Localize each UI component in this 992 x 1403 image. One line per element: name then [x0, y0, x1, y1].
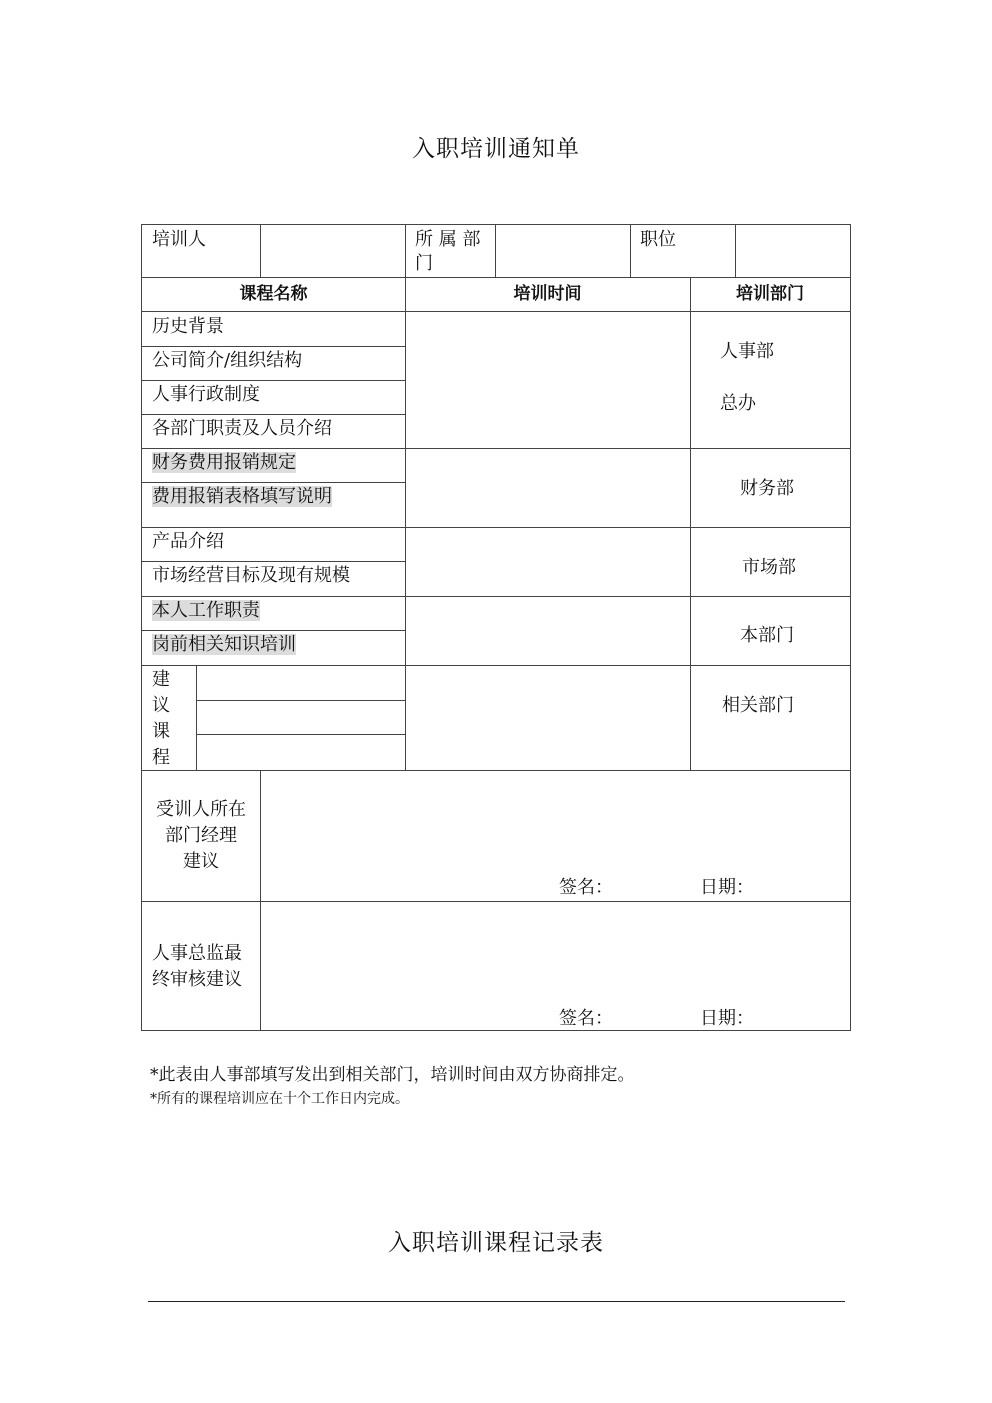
- row-divider: [142, 380, 405, 381]
- course-item-text: 岗前相关知识培训: [152, 634, 296, 655]
- row-divider: [142, 630, 405, 631]
- course-item: [152, 484, 332, 510]
- trainee-label: 培训人: [152, 229, 206, 250]
- hr-review-label-line1: 人事总监最: [152, 943, 242, 964]
- hr-sign-label: 签名：: [559, 1008, 613, 1029]
- row-divider: [142, 770, 850, 771]
- row-divider: [142, 277, 850, 278]
- course-item: [152, 632, 296, 658]
- col-divider: [260, 770, 261, 1031]
- row-divider: [142, 311, 850, 312]
- course-item: 各部门职责及人员介绍: [152, 418, 332, 439]
- row-divider: [142, 901, 850, 902]
- row-divider: [142, 448, 850, 449]
- position-field[interactable]: [736, 226, 849, 276]
- course-name-header: 课程名称: [239, 284, 308, 304]
- course-item: 人事行政制度: [152, 384, 260, 405]
- manager-suggestion-label-line3: 建议: [183, 851, 219, 872]
- department-item: 相关部门: [722, 695, 794, 716]
- second-document-title: 入职培训课程记录表: [388, 1230, 604, 1256]
- document-title: 入职培训通知单: [412, 136, 580, 162]
- department-label-line1: 所 属 部: [415, 229, 481, 250]
- row-divider: [142, 414, 405, 415]
- department-label-line2: 门: [415, 253, 433, 274]
- department-item: 人事部: [720, 341, 774, 362]
- suggested-courses-label: 建议课程: [152, 669, 170, 768]
- course-item: 历史背景: [152, 316, 224, 337]
- row-divider: [142, 665, 850, 666]
- training-dept-header: 培训部门: [736, 284, 804, 304]
- course-item-text: 本人工作职责: [152, 600, 260, 621]
- manager-suggestion-label-line1: 受训人所在: [156, 799, 246, 820]
- position-label: 职位: [640, 229, 676, 250]
- row-divider: [142, 346, 405, 347]
- manager-suggestion-label-line2: 部门经理: [165, 825, 237, 846]
- training-notice-form: [141, 224, 851, 1031]
- row-divider: [142, 482, 405, 483]
- row-divider: [196, 700, 405, 701]
- course-item: 市场经营目标及现有规模: [152, 565, 350, 586]
- manager-sign-label: 签名：: [559, 877, 613, 898]
- manager-date-label: 日期：: [700, 877, 754, 898]
- department-item: 财务部: [740, 478, 794, 499]
- row-divider: [142, 561, 405, 562]
- hr-review-label-line2: 终审核建议: [152, 969, 242, 990]
- course-item-text: 财务费用报销规定: [152, 452, 296, 473]
- course-item: [152, 598, 260, 624]
- col-divider: [690, 277, 691, 770]
- hr-date-label: 日期：: [700, 1008, 754, 1029]
- footnote: *此表由人事部填写发出到相关部门，培训时间由双方协商排定。: [150, 1065, 635, 1085]
- course-item: 产品介绍: [152, 531, 224, 552]
- department-item: 本部门: [740, 625, 794, 646]
- row-divider: [142, 596, 850, 597]
- department-item: 市场部: [742, 557, 796, 578]
- department-item: 总办: [720, 393, 756, 414]
- row-divider: [142, 527, 850, 528]
- footnote: *所有的课程培训应在十个工作日内完成。: [150, 1091, 409, 1107]
- department-field[interactable]: [496, 226, 629, 276]
- horizontal-rule: [148, 1301, 845, 1302]
- trainee-name-field[interactable]: [261, 226, 494, 276]
- training-time-header: 培训时间: [513, 284, 582, 304]
- row-divider: [196, 734, 405, 735]
- course-item: 公司简介/组织结构: [152, 350, 303, 371]
- col-divider: [196, 665, 197, 770]
- col-divider: [630, 225, 631, 277]
- course-item: [152, 450, 296, 476]
- course-item-text: 费用报销表格填写说明: [152, 486, 332, 507]
